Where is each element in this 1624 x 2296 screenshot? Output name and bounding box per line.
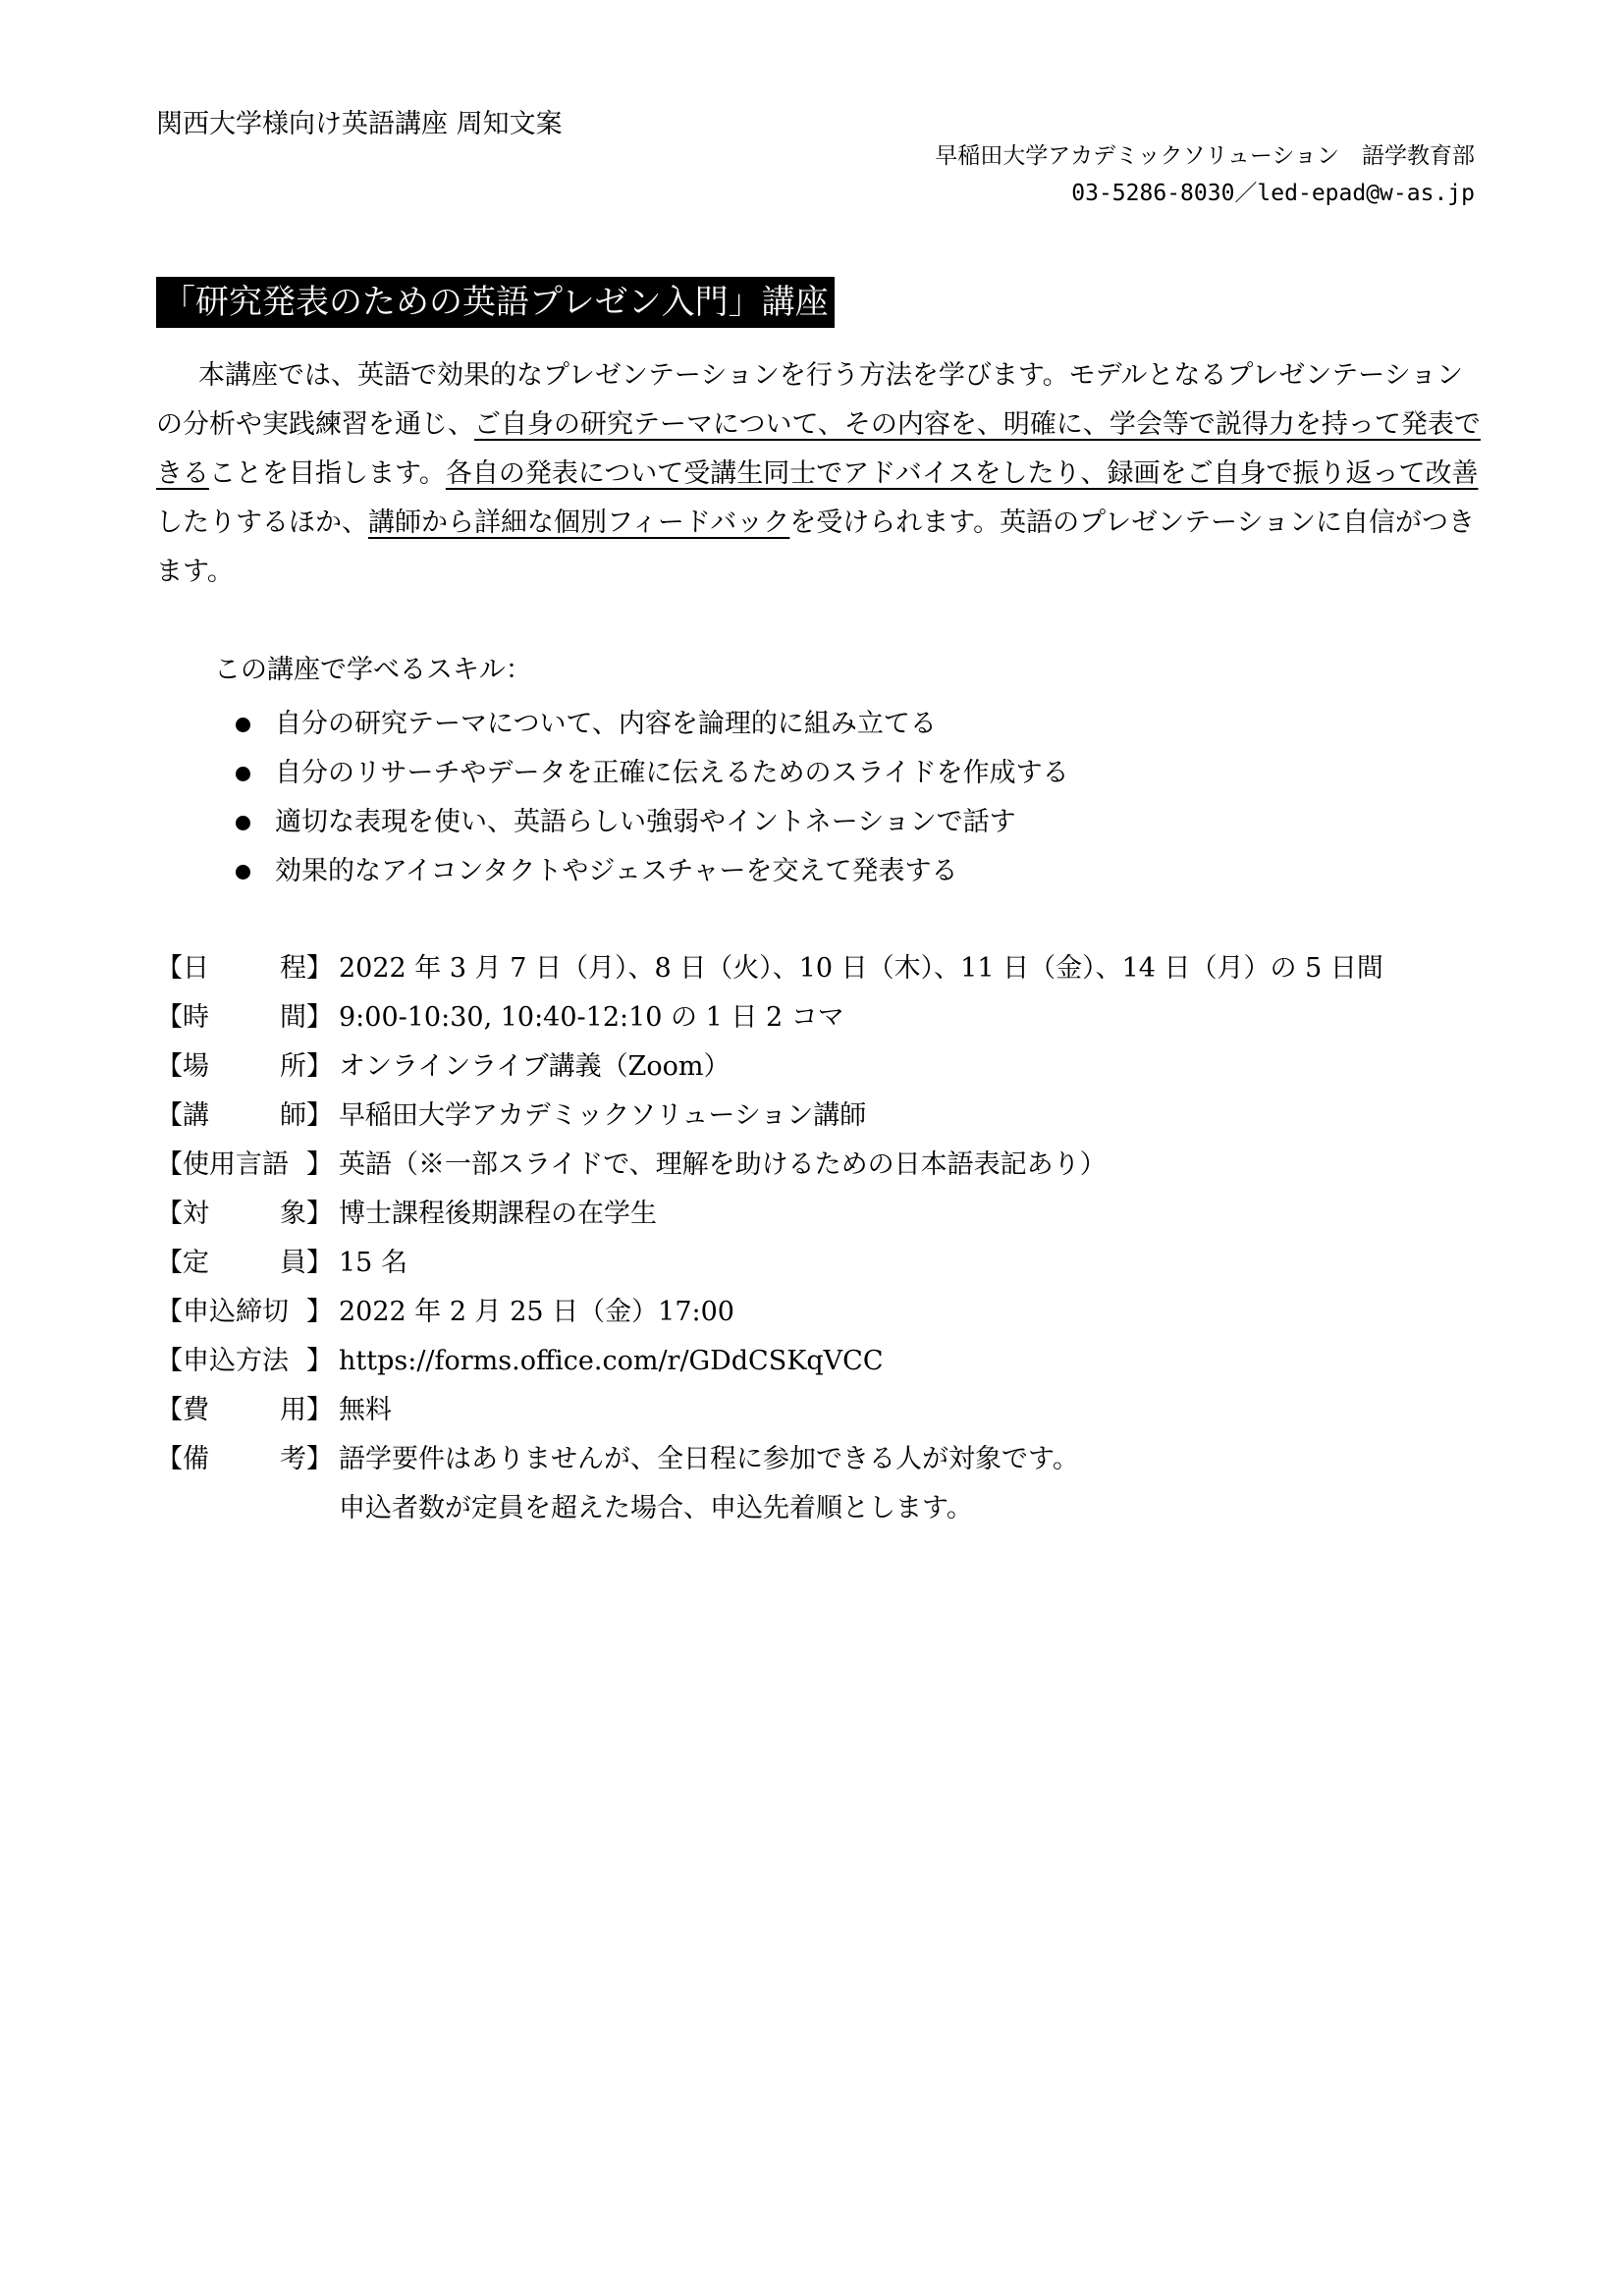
- label-close-bracket: 】: [306, 1395, 333, 1425]
- detail-label: [156, 1386, 333, 1435]
- detail-row: [156, 944, 1383, 993]
- label-char: 使用言語: [183, 1149, 289, 1180]
- intro-text-1: 本講座では、英語で効果的なプレゼンテーションを行う方法を学びます。モデルとなるプレゼンテーションの分析や実践練習を通じ、: [156, 360, 1464, 440]
- label-char: 場: [183, 1051, 209, 1082]
- intro-underline-3: 講師から詳細な個別フィードバック: [368, 507, 790, 538]
- label-text: [183, 1288, 306, 1337]
- intro-text-3: したりするほか、: [156, 507, 368, 538]
- label-open-bracket: 【: [156, 1297, 183, 1327]
- intro-underline-2: 各自の発表について受講生同士でアドバイスをしたり、録画をご自身で振り返って改善: [445, 458, 1479, 489]
- label-text: [183, 1337, 306, 1386]
- label-char: 対: [183, 1199, 209, 1229]
- bullet-icon: [236, 865, 250, 880]
- organization-name: 早稲田大学アカデミックソリューション 語学教育部: [935, 143, 1475, 169]
- label-open-bracket: 【: [156, 1100, 183, 1131]
- skill-text: 効果的なアイコンタクトやジェスチャーを交えて発表する: [275, 856, 958, 886]
- intro-text-2: ことを目指します。: [209, 458, 446, 489]
- skill-item: [236, 847, 1069, 896]
- detail-value: 無料: [339, 1395, 392, 1425]
- label-char: 程: [280, 953, 306, 984]
- detail-label: [156, 993, 333, 1042]
- organization-block: [935, 137, 1475, 212]
- label-char: 考: [280, 1444, 306, 1474]
- label-open-bracket: 【: [156, 1051, 183, 1082]
- label-open-bracket: 【: [156, 953, 183, 984]
- label-char: 師: [280, 1100, 306, 1131]
- label-close-bracket: 】: [306, 1149, 333, 1180]
- detail-row: [156, 1288, 1383, 1337]
- label-close-bracket: 】: [306, 1444, 333, 1474]
- detail-value: 9:00-10:30, 10:40-12:10 の 1 日 2 コマ: [339, 1002, 844, 1033]
- detail-row: [156, 1190, 1383, 1239]
- detail-value: 博士課程後期課程の在学生: [339, 1199, 657, 1229]
- label-open-bracket: 【: [156, 1248, 183, 1278]
- detail-label: [156, 1288, 333, 1337]
- label-char: 申込締切: [183, 1297, 289, 1327]
- label-char: 時: [183, 1002, 209, 1033]
- detail-continuation: 申込者数が定員を超えた場合、申込先着順とします。: [339, 1493, 973, 1523]
- intro-text-4: を受けられます。英語のプレゼンテーションに自信がつきます。: [156, 507, 1475, 587]
- label-text: [183, 1435, 306, 1484]
- label-text: [183, 944, 306, 993]
- label-char: 用: [280, 1395, 306, 1425]
- intro-paragraph: [156, 351, 1482, 597]
- detail-value: 早稲田大学アカデミックソリューション講師: [339, 1100, 867, 1131]
- label-char: 備: [183, 1444, 209, 1474]
- label-text: [183, 993, 306, 1042]
- course-details: [156, 944, 1383, 1533]
- label-open-bracket: 【: [156, 1002, 183, 1033]
- label-open-bracket: 【: [156, 1346, 183, 1376]
- bullet-icon: [236, 718, 250, 732]
- skills-list: [236, 700, 1069, 896]
- skills-heading: この講座で学べるスキル：: [214, 655, 532, 685]
- detail-label: [156, 1042, 333, 1092]
- label-text: [183, 1190, 306, 1239]
- detail-label: [156, 944, 333, 993]
- bullet-icon: [236, 816, 250, 830]
- detail-row: [156, 1435, 1383, 1484]
- document-title: 関西大学様向け英語講座 周知文案: [156, 109, 563, 139]
- detail-value: 2022 年 2 月 25 日（金）17:00: [339, 1297, 734, 1327]
- detail-value: 15 名: [339, 1248, 407, 1278]
- organization-contact: 03-5286-8030／led-epad@w-as.jp: [1071, 181, 1475, 206]
- detail-row: [156, 1337, 1383, 1386]
- detail-label: [156, 1337, 333, 1386]
- detail-value: 英語（※一部スライドで、理解を助けるための日本語表記あり）: [339, 1149, 1107, 1180]
- intro-underline-1: ご自身の研究テーマについて、その内容を、明確に、学会等で説得力を持って発表できる: [156, 409, 1481, 489]
- label-close-bracket: 】: [306, 1297, 333, 1327]
- detail-value: オンラインライブ講義（Zoom）: [339, 1051, 731, 1082]
- label-text: [183, 1141, 306, 1190]
- label-open-bracket: 【: [156, 1395, 183, 1425]
- detail-label: [156, 1092, 333, 1141]
- detail-row: [156, 1239, 1383, 1288]
- label-char: 間: [280, 1002, 306, 1033]
- label-text: [183, 1386, 306, 1435]
- detail-value: 2022 年 3 月 7 日（月）、8 日（火）、10 日（木）、11 日（金）、14 日（月）の 5 日間: [339, 953, 1383, 984]
- course-title: 「研究発表のための英語プレゼン入門」講座: [156, 277, 835, 328]
- detail-value: 語学要件はありませんが、全日程に参加できる人が対象です。: [339, 1444, 1079, 1474]
- label-char: 員: [280, 1248, 306, 1278]
- label-close-bracket: 】: [306, 1199, 333, 1229]
- bullet-icon: [236, 767, 250, 781]
- detail-label: [156, 1141, 333, 1190]
- detail-label: [156, 1190, 333, 1239]
- label-close-bracket: 】: [306, 1051, 333, 1082]
- detail-row: [156, 1042, 1383, 1092]
- label-text: [183, 1092, 306, 1141]
- detail-label: [156, 1435, 333, 1484]
- detail-row: [156, 1092, 1383, 1141]
- detail-row: [156, 1141, 1383, 1190]
- skill-text: 自分の研究テーマについて、内容を論理的に組み立てる: [275, 709, 937, 739]
- label-char: 日: [183, 953, 209, 984]
- label-close-bracket: 】: [306, 1100, 333, 1131]
- label-char: 所: [280, 1051, 306, 1082]
- label-char: 講: [183, 1100, 209, 1131]
- skill-text: 適切な表現を使い、英語らしい強弱やイントネーションで話す: [275, 807, 1016, 837]
- label-close-bracket: 】: [306, 1002, 333, 1033]
- label-text: [183, 1042, 306, 1092]
- skill-item: [236, 749, 1069, 798]
- detail-value: https://forms.office.com/r/GDdCSKqVCC: [339, 1346, 884, 1376]
- label-close-bracket: 】: [306, 953, 333, 984]
- label-char: 定: [183, 1248, 209, 1278]
- details-rows: [156, 944, 1383, 1484]
- skill-text: 自分のリサーチやデータを正確に伝えるためのスライドを作成する: [275, 758, 1069, 788]
- label-close-bracket: 】: [306, 1248, 333, 1278]
- skill-item: [236, 798, 1069, 847]
- skill-item: [236, 700, 1069, 749]
- label-open-bracket: 【: [156, 1149, 183, 1180]
- detail-label: [156, 1239, 333, 1288]
- label-char: 申込方法: [183, 1346, 289, 1376]
- label-close-bracket: 】: [306, 1346, 333, 1376]
- detail-row: [156, 1386, 1383, 1435]
- label-char: 象: [280, 1199, 306, 1229]
- detail-row: [156, 993, 1383, 1042]
- label-open-bracket: 【: [156, 1199, 183, 1229]
- label-open-bracket: 【: [156, 1444, 183, 1474]
- label-char: 費: [183, 1395, 209, 1425]
- label-text: [183, 1239, 306, 1288]
